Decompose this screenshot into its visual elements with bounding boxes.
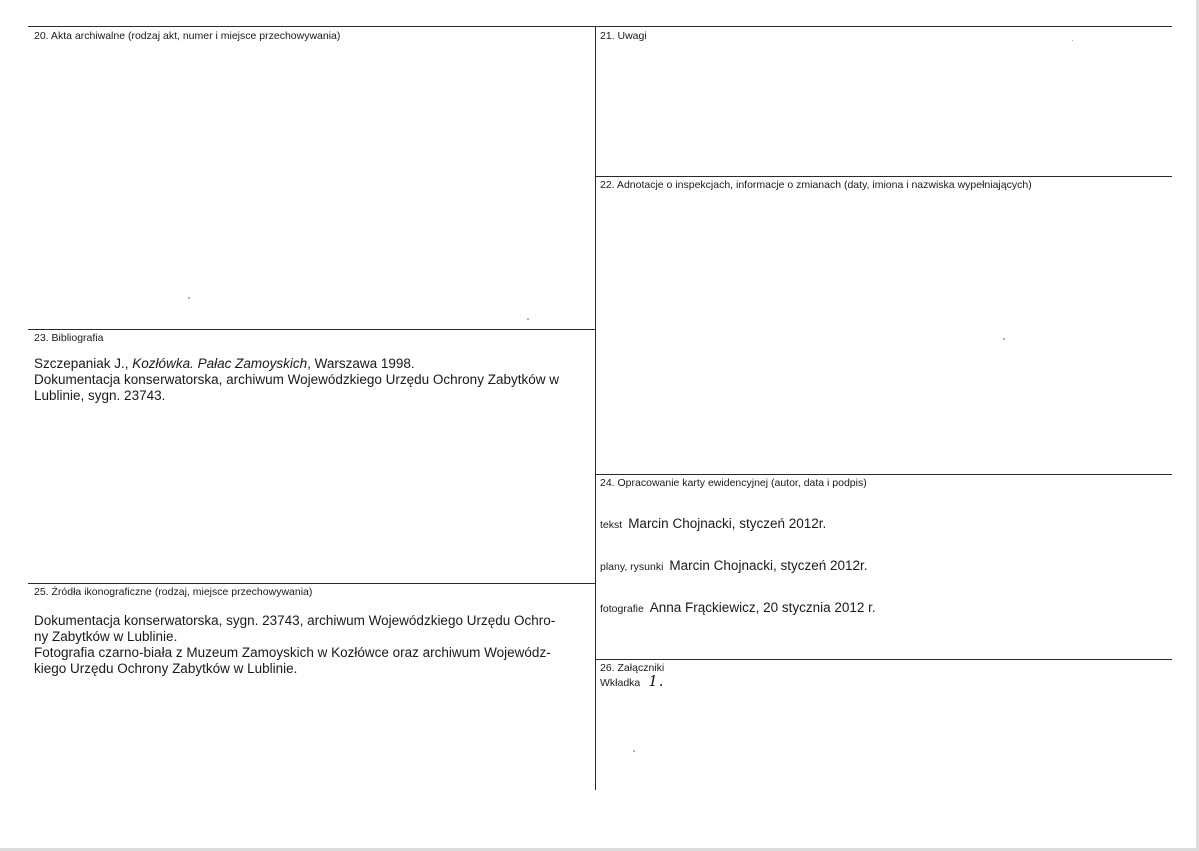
author-row-drawings	[600, 558, 868, 573]
iconographic-sources-text	[34, 613, 592, 677]
author-row-photos-key: fotografie	[600, 603, 644, 615]
section-21-label: 21. Uwagi	[600, 30, 647, 42]
attachment-item	[600, 672, 665, 690]
iconographic-line-2: ny Zabytków w Lublinie.	[34, 629, 178, 644]
section-24-label: 24. Opracowanie karty ewidencyjnej (autor, data i podpis)	[600, 477, 867, 489]
author-row-photos	[600, 600, 876, 615]
section-20-label: 20. Akta archiwalne (rodzaj akt, numer i miejsce przechowywania)	[34, 30, 341, 42]
scan-speck	[1072, 40, 1073, 41]
rule-22-24	[595, 474, 1172, 475]
author-row-text	[600, 516, 826, 531]
top-rule	[28, 26, 1172, 27]
iconographic-line-3: Fotografia czarno-biała z Muzeum Zamoyskich w Kozłówce oraz archiwum Wojewódz-	[34, 645, 551, 660]
section-26-label: 26. Załączniki	[600, 662, 665, 674]
bibliography-text	[34, 356, 592, 404]
bibliography-entry-2-line2: Lublinie, sygn. 23743.	[34, 388, 166, 403]
section-25-label: 25. Źródła ikonograficzne (rodzaj, miejsce przechowywania)	[34, 586, 313, 598]
rule-24-26	[595, 659, 1172, 660]
author-row-text-value: Marcin Chojnacki, styczeń 2012r.	[628, 516, 827, 531]
attachment-item-label: Wkładka	[600, 677, 641, 689]
bibliography-entry-1	[34, 356, 592, 372]
rule-21-22	[595, 176, 1172, 177]
author-row-photos-value: Anna Frąckiewicz, 20 stycznia 2012 r.	[649, 600, 876, 615]
attachment-item-count: 1.	[648, 672, 665, 690]
author-row-drawings-key: plany, rysunki	[600, 561, 664, 573]
center-divider	[595, 26, 596, 790]
scan-speck	[1003, 338, 1005, 340]
section-23-label: 23. Bibliografia	[34, 332, 104, 344]
bibliography-author: Szczepaniak J.,	[34, 356, 133, 371]
bibliography-entry-2-line1: Dokumentacja konserwatorska, archiwum Wojewódzkiego Urzędu Ochrony Zabytków w	[34, 372, 559, 387]
author-row-text-key: tekst	[600, 519, 623, 531]
bibliography-title: Kozłówka. Pałac Zamoyskich	[132, 356, 308, 371]
scan-speck	[527, 318, 529, 320]
rule-23-25	[28, 583, 596, 584]
author-row-drawings-value: Marcin Chojnacki, styczeń 2012r.	[669, 558, 868, 573]
section-22-label: 22. Adnotacje o inspekcjach, informacje o zmianach (daty, imiona i nazwiska wypełniających)	[600, 179, 1032, 191]
scan-speck	[633, 750, 635, 752]
scan-speck	[188, 297, 190, 299]
rule-20-23	[28, 329, 596, 330]
bibliography-publication: , Warszawa 1998.	[307, 356, 415, 371]
iconographic-line-1: Dokumentacja konserwatorska, sygn. 23743, archiwum Wojewódzkiego Urzędu Ochro-	[34, 613, 556, 628]
iconographic-line-4: kiego Urzędu Ochrony Zabytków w Lublinie.	[34, 661, 298, 676]
